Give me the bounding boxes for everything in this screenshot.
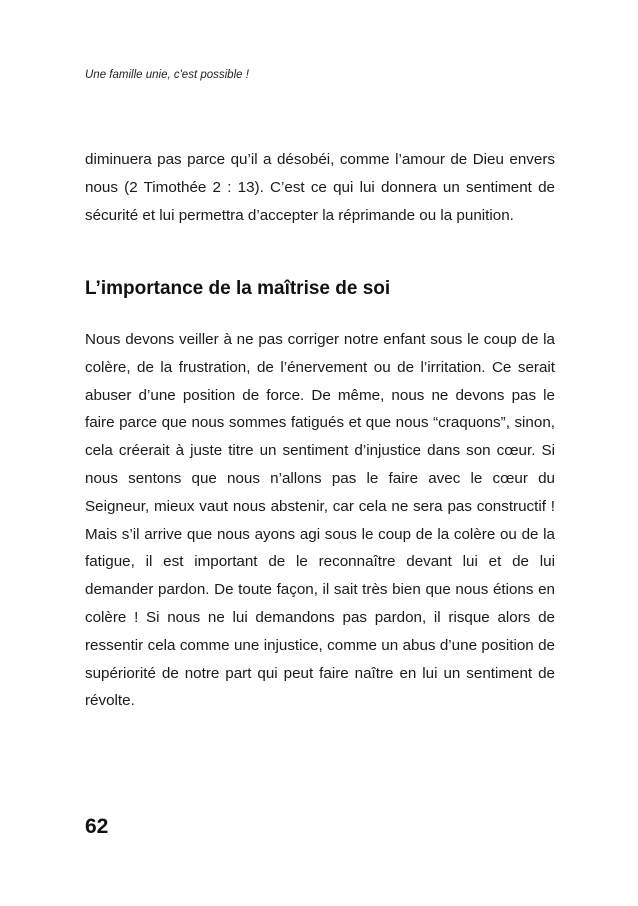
body-paragraph: Nous devons veiller à ne pas corriger notre enfant sous le coup de la colère, de la frustration, de l’énervement ou de l’irritation. Ce serait abuser d’une position de force. De même, nous ne devons pas le faire parce que nous sommes fatigués et que nous “craquons”, sinon, cela créerait à juste titre un sentiment d’injustice dans son cœur. Si nous sentons que nous n’allons pas le faire avec le cœur du Seigneur, mieux vaut nous abstenir, car cela ne sera pas constructif ! Mais s’il arrive que nous ayons agi sous le coup de la colère ou de la fatigue, il est important de le reconnaître devant lui et de lui demander pardon. De toute façon, il sait très bien que nous étions en colère ! Si nous ne lui demandons pas pardon, il risque alors de ressentir cela comme une injustice, comme un abus d’une position de supériorité de notre part qui peut faire naître en lui un sentiment de révolte. xyxy=(85,331,555,710)
body-paragraph-continued: diminuera pas parce qu’il a désobéi, comme l’amour de Dieu envers nous (2 Timothée 2 : 13). C’est ce qui lui donnera un sentiment de sécurité et lui permettra d’accepter la réprimande ou la punition. xyxy=(85,151,555,224)
page-number: 62 xyxy=(85,815,109,838)
section-heading: L’importance de la maîtrise de soi xyxy=(85,278,391,299)
running-header: Une famille unie, c'est possible ! xyxy=(85,69,249,81)
